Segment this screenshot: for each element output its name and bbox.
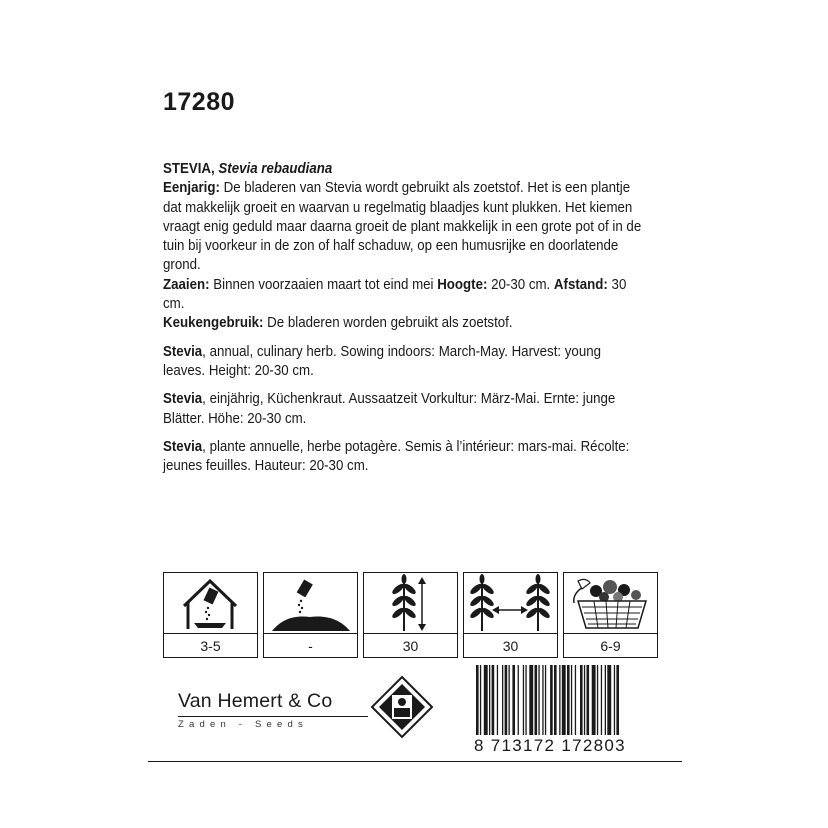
- barcode-bar: [562, 665, 566, 735]
- title-latin: Stevia rebaudiana: [218, 161, 333, 177]
- barcode: [474, 665, 654, 737]
- title-line: [163, 160, 647, 179]
- barcode-bar: [571, 665, 572, 735]
- nl-kitchen-use: Keukengebruik: De bladeren worden gebruikt als zoetstof.: [163, 315, 513, 332]
- barcode-bar: [538, 665, 539, 735]
- barcode-bar: [525, 665, 526, 735]
- barcode-bar: [601, 665, 602, 735]
- barcode-bar: [587, 665, 590, 735]
- brand-name: Van Hemert & Co: [178, 690, 333, 712]
- barcode-bar: [476, 665, 479, 735]
- barcode-bar: [529, 665, 533, 735]
- barcode-bar: [535, 665, 538, 735]
- plant-height-value: 30: [402, 637, 419, 654]
- barcode-bar: [523, 665, 524, 735]
- barcode-bar: [554, 665, 557, 735]
- icon-cell-outdoor-sowing: [263, 572, 358, 658]
- barcode-bar: [505, 665, 508, 735]
- barcode-bar: [597, 665, 598, 735]
- barcode-bar: [592, 665, 596, 735]
- growing-info-icons: [163, 572, 658, 658]
- barcode-bar: [497, 665, 498, 735]
- icon-cell-plant-height: [363, 572, 458, 658]
- title-common: STEVIA,: [163, 161, 215, 177]
- barcode-bar: [545, 665, 546, 735]
- bottom-rule: [148, 761, 682, 762]
- icon-cell-harvest: [563, 572, 658, 658]
- dutch-description: [163, 160, 647, 334]
- brand-divider: [178, 716, 368, 717]
- description-text: [163, 160, 647, 485]
- plant-distance-icon: [464, 573, 557, 633]
- barcode-bar: [512, 665, 515, 735]
- plant-distance-value: 30: [502, 637, 519, 654]
- barcode-bar: [580, 665, 583, 735]
- barcode-bar: [575, 665, 576, 735]
- nl-lead: Eenjarig: De bladeren van Stevia wordt gebruikt als zoetstof. Het is een plantje dat makkelijk groeit en waarvan u regelmatig blaadjes kunt plukken. Het kiemen vraagt enig geduld maar daarna groeit de plant makkelijk in een grote pot of in de tuin bij voorkeur in de zon of half schaduw, op een humusrijke en doorlatende grond.: [163, 180, 642, 274]
- icon-cell-indoor-sowing: [163, 572, 258, 658]
- barcode-bar: [542, 665, 543, 735]
- barcode-bar: [502, 665, 503, 735]
- barcode-bar: [489, 665, 490, 735]
- icon-cell-plant-distance: [463, 572, 558, 658]
- barcode-bar: [509, 665, 510, 735]
- indoor-sowing-icon: [164, 573, 257, 633]
- barcode-bar: [616, 665, 619, 735]
- nl-sowing: Zaaien: Binnen voorzaaien maart tot eind mei Hoogte: 20-30 cm. Afstand: 30 cm.: [163, 276, 627, 313]
- barcode-bar: [607, 665, 611, 735]
- brand-logo-icon: [370, 675, 434, 739]
- barcode-bar: [605, 665, 606, 735]
- plant-height-icon: [364, 573, 457, 633]
- brand-subtitle: Zaden - Seeds: [178, 719, 308, 730]
- barcode-bar: [559, 665, 560, 735]
- harvest-basket-icon: [564, 573, 657, 633]
- barcode-digits: 8 713172 172803: [474, 736, 626, 755]
- barcode-bar: [567, 665, 570, 735]
- brand-block: [178, 690, 368, 730]
- barcode-bar: [614, 665, 615, 735]
- barcode-bar: [518, 665, 519, 735]
- product-code: 17280: [163, 88, 236, 116]
- french-description: Stevia, plante annuelle, herbe potagère. Semis à l’intérieur: mars-mai. Récolte: jeunes feuilles. Hauteur: 20-30 cm.: [163, 438, 630, 475]
- harvest-value: 6-9: [600, 637, 621, 654]
- barcode-bar: [484, 665, 488, 735]
- outdoor-sowing-value: -: [308, 637, 313, 654]
- barcode-bar: [492, 665, 495, 735]
- barcode-bar: [480, 665, 481, 735]
- barcode-bar: [550, 665, 553, 735]
- english-description: Stevia, annual, culinary herb. Sowing indoors: March-May. Harvest: young leaves. Height: 20-30 cm.: [163, 343, 602, 379]
- barcode-bar: [584, 665, 585, 735]
- german-description: Stevia, einjährig, Küchenkraut. Aussaatzeit Vorkultur: März-Mai. Ernte: junge Blätter. Höhe: 20-30 cm.: [163, 391, 616, 427]
- indoor-sowing-value: 3-5: [200, 637, 221, 654]
- outdoor-sowing-icon: [264, 573, 357, 633]
